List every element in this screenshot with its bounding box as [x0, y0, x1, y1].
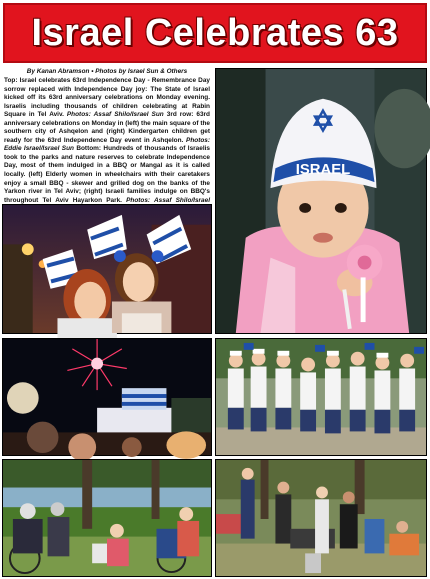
cap-text: ISRAEL: [295, 162, 351, 179]
photo-credit-3: Photos: Assaf Shilo/Israel: [126, 196, 210, 204]
photo-elderly-bbq-river: [2, 459, 212, 577]
photo-credit-2: Photos: Eddie Israel/Israel Sun: [4, 136, 210, 153]
caption-bottom: Bottom: Hundreds of thousands of Israelis took to the parks and nature reserves to celebrate Independence Day, most of them indulged in a BBQ or Mangal as it is called locally. (left) Elderly women in wheelchairs with their caretakers enjoy a small BBQ - skewer and grilled dog on the banks of the Yarkon river in Tel Aviv; (right) Israeli families indulge on BBQ's throughout Tel Aviv Hayarkon Park.: [4, 145, 210, 204]
header-banner: [3, 3, 427, 63]
caption-top: Top: Israel celebrates 63rd Independence Day - Remembrance Day sorrow replaced with Independence Day joy: The State of Israel kicked off its 63rd anniversary celebrations on Monday evening. Israelis including thousands of children celebrating at Rabin Square in Tel Aviv.: [4, 77, 210, 119]
photo-fireworks-square: [2, 338, 212, 456]
photo-families-bbq-park: [215, 459, 427, 577]
photo-girls-with-flags: [2, 204, 212, 334]
article-caption: [4, 77, 210, 204]
caption-third-row: 3rd row: 63rd anniversary celebrations on Monday in (left) the main square of the southern city of Ashqelon and (right) Kindergarten children get ready for the 63rd Independence Day event in Ashqelon.: [4, 111, 210, 144]
page-title: Israel Celebrates 63: [31, 11, 399, 54]
photo-credit-1: Photos: Assaf Shilo/Israel Sun: [66, 111, 164, 119]
photo-kindergarten-kids: [215, 338, 427, 456]
byline: By Kanan Abramson • Photos by Israel Sun & Others: [26, 68, 188, 75]
photo-toddler-israel-cap: [215, 68, 427, 334]
